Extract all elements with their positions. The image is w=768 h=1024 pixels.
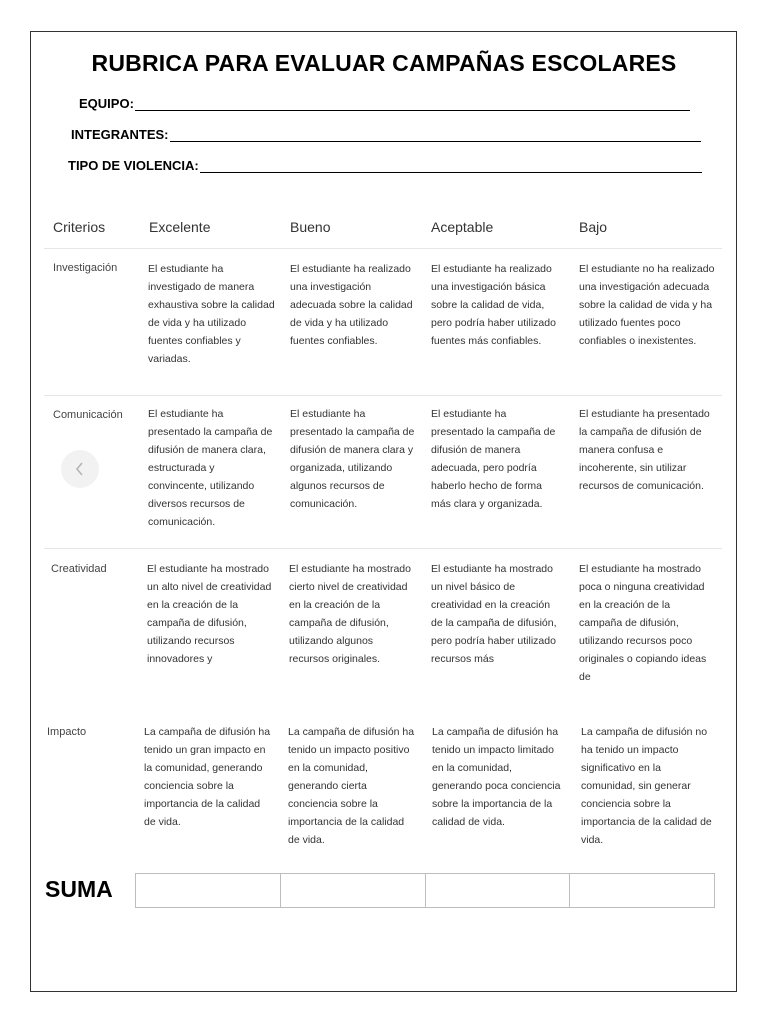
cell-impacto-aceptable: La campaña de difusión ha tenido un impacto limitado en la comunidad, generando poca conciencia sobre la importancia de la calidad de vida.	[432, 726, 561, 828]
cell-impacto-bueno: La campaña de difusión ha tenido un impacto positivo en la comunidad, generando cierta conciencia sobre la importancia de la calidad de vida.	[288, 726, 415, 846]
cell-comunicacion-bajo: El estudiante ha presentado la campaña de difusión de manera confusa e incoherente, sin utilizar recursos de comunicación.	[579, 408, 710, 492]
carousel-prev-button[interactable]	[61, 450, 99, 488]
integrantes-label: INTEGRANTES:	[71, 127, 169, 142]
integrantes-field[interactable]	[71, 127, 701, 142]
row-divider	[44, 248, 722, 249]
integrantes-blank-line[interactable]	[170, 129, 701, 142]
equipo-field[interactable]	[79, 96, 690, 111]
criterion-impacto: Impacto	[47, 726, 87, 738]
row-divider	[44, 395, 722, 396]
row-divider	[44, 548, 722, 549]
header-aceptable: Aceptable	[431, 219, 494, 235]
cell-impacto-excelente: La campaña de difusión ha tenido un gran impacto en la comunidad, generando conciencia sobre la importancia de la calidad de vida.	[144, 726, 271, 828]
cell-comunicacion-excelente: El estudiante ha presentado la campaña de difusión de manera clara, estructurada y convincente, utilizando diversos recursos de comunicación.	[148, 408, 273, 528]
tipo-violencia-blank-line[interactable]	[200, 160, 702, 173]
page-title: RUBRICA PARA EVALUAR CAMPAÑAS ESCOLARES	[91, 50, 677, 76]
suma-label: SUMA	[45, 876, 113, 902]
suma-cell-aceptable[interactable]	[426, 874, 571, 907]
cell-investigacion-bueno: El estudiante ha realizado una investigación adecuada sobre la calidad de vida y ha utilizado fuentes confiables.	[290, 263, 413, 347]
cell-investigacion-aceptable: El estudiante ha realizado una investigación básica sobre la calidad de vida, pero podría haber utilizado fuentes más confiables.	[431, 263, 556, 347]
cell-investigacion-excelente: El estudiante ha investigado de manera exhaustiva sobre la calidad de vida y ha utilizado fuentes confiables y variadas.	[148, 263, 275, 365]
cell-creatividad-bueno: El estudiante ha mostrado cierto nivel de creatividad en la creación de la campaña de difusión, utilizando algunos recursos originales.	[289, 563, 411, 665]
tipo-violencia-label: TIPO DE VIOLENCIA:	[68, 158, 199, 173]
criterion-comunicacion: Comunicación	[53, 409, 123, 421]
criterion-investigacion: Investigación	[53, 262, 118, 274]
header-bueno: Bueno	[290, 219, 331, 235]
suma-cell-bajo[interactable]	[570, 874, 714, 907]
cell-creatividad-aceptable: El estudiante ha mostrado un nivel básico de creatividad en la creación de la campaña de difusión, pero podría haber utilizado recursos más	[431, 563, 557, 665]
cell-creatividad-bajo: El estudiante ha mostrado poca o ninguna creatividad en la creación de la campaña de difusión, utilizando recursos poco originales o copiando ideas de	[579, 563, 707, 683]
header-bajo: Bajo	[579, 219, 608, 235]
suma-cell-excelente[interactable]	[136, 874, 281, 907]
cell-creatividad-excelente: El estudiante ha mostrado un alto nivel de creatividad en la creación de la campaña de difusión, utilizando recursos innovadores y	[147, 563, 272, 665]
suma-cell-bueno[interactable]	[281, 874, 426, 907]
cell-comunicacion-aceptable: El estudiante ha presentado la campaña de difusión de manera adecuada, pero podría haberlo hecho de forma más clara y organizada.	[431, 408, 556, 510]
cell-comunicacion-bueno: El estudiante ha presentado la campaña de difusión de manera clara y organizada, utilizando algunos recursos de comunicación.	[290, 408, 415, 510]
chevron-left-icon	[75, 462, 85, 476]
suma-row	[135, 873, 715, 908]
tipo-violencia-field[interactable]	[68, 158, 702, 173]
cell-impacto-bajo: La campaña de difusión no ha tenido un impacto significativo en la comunidad, sin generar conciencia sobre la importancia de la calidad de vida.	[581, 726, 712, 846]
equipo-blank-line[interactable]	[135, 98, 690, 111]
header-criterios: Criterios	[53, 219, 106, 235]
header-excelente: Excelente	[149, 219, 211, 235]
cell-investigacion-bajo: El estudiante no ha realizado una investigación adecuada sobre la calidad de vida y ha utilizado fuentes poco confiables o inexistentes.	[579, 263, 715, 347]
criterion-creatividad: Creatividad	[51, 563, 107, 575]
equipo-label: EQUIPO:	[79, 96, 134, 111]
